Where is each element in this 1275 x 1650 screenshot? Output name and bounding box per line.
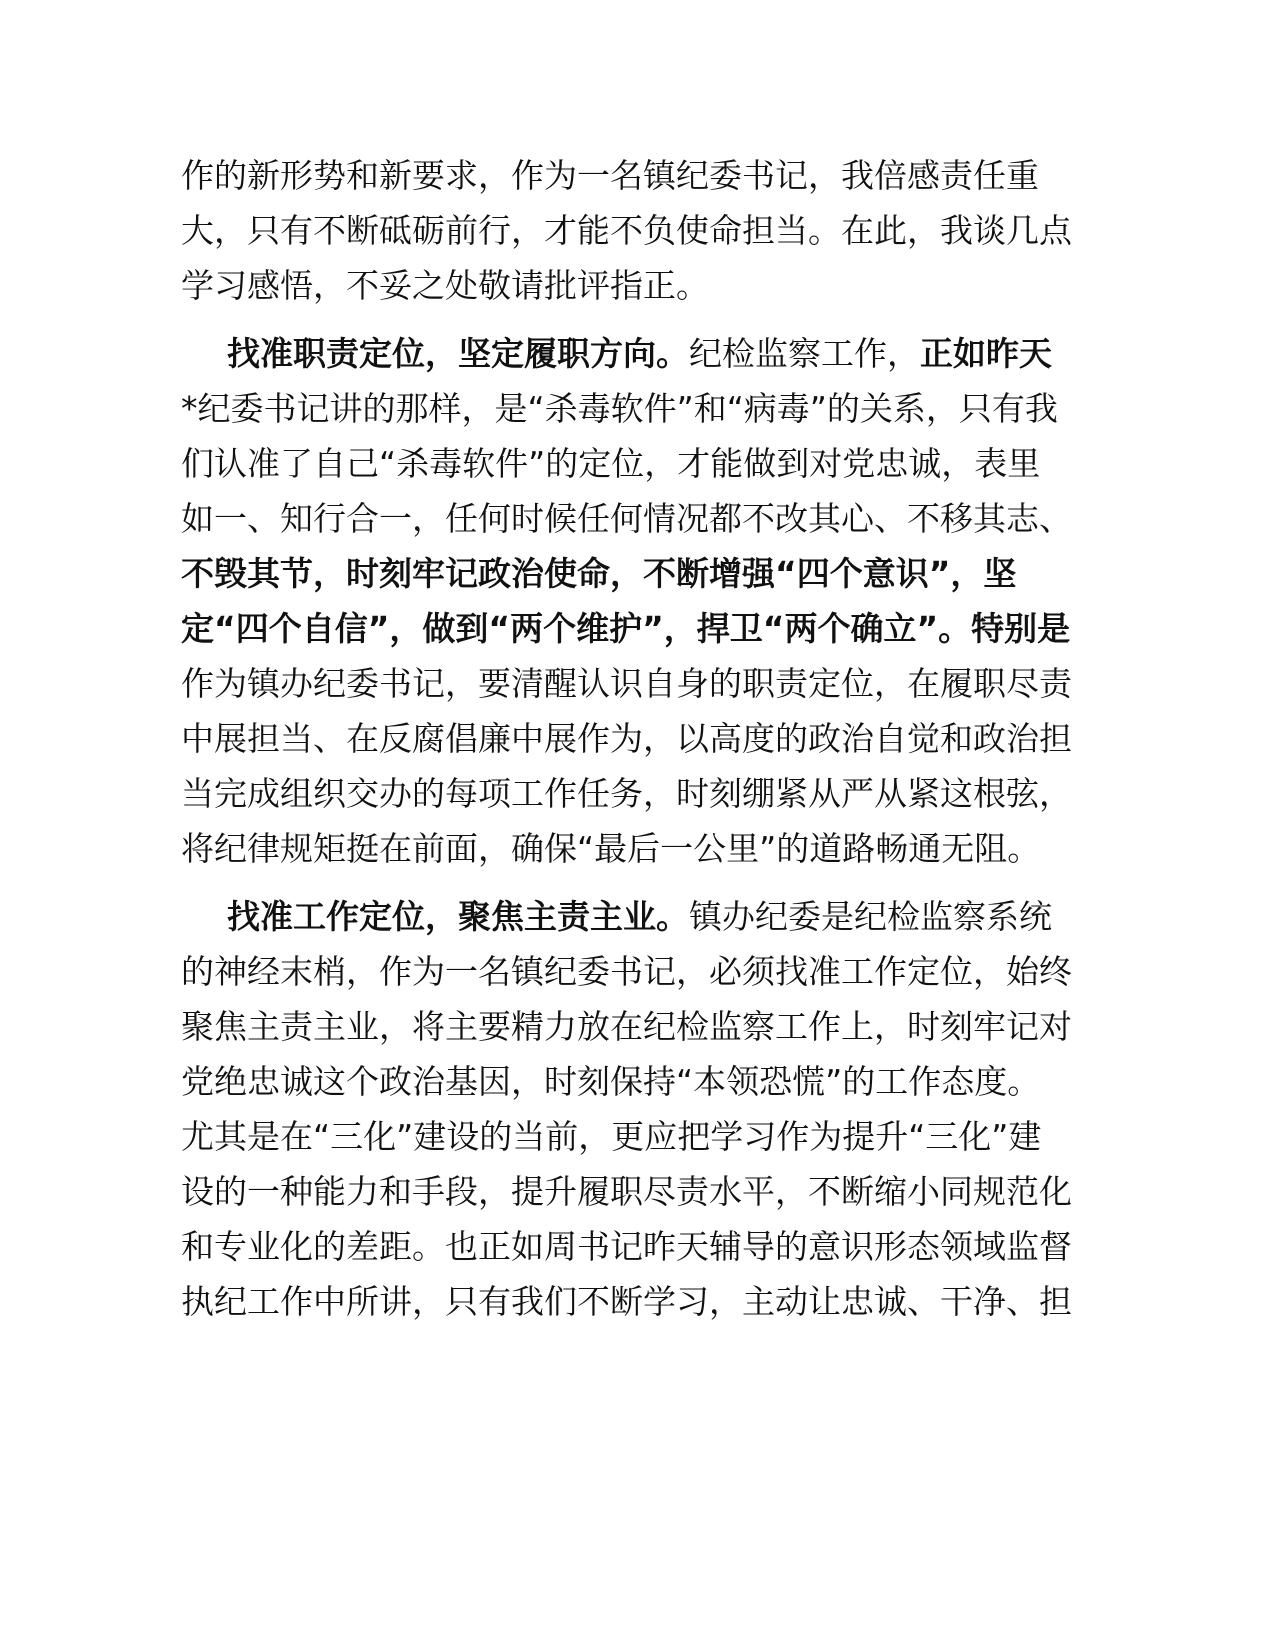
text-line	[181, 944, 1081, 1000]
text-segment: 当完成组织交办的每项工作任务，时刻绷紧从严从紧这根弦，	[181, 774, 1072, 813]
text-segment: 作的新形势和新要求，作为一名镇纪委书记，我倍感责任重	[181, 156, 1039, 195]
text-line	[181, 1164, 1081, 1220]
text-line	[181, 656, 1081, 712]
text-segment: 作为镇办纪委书记，要清醒认识自身的职责定位，在履职尽责	[181, 664, 1072, 703]
text-line	[181, 203, 1081, 259]
text-segment: 纪检监察工作，	[688, 334, 920, 373]
text-segment: 和专业化的差距。也正如周书记昨天辅导的意识形态领域监督	[181, 1227, 1072, 1266]
text-segment: 党绝忠诚这个政治基因，时刻保持“本领恐慌”的工作态度。	[181, 1062, 1041, 1101]
text-segment: 执纪工作中所讲，只有我们不断学习，主动让忠诚、干净、担	[181, 1282, 1072, 1321]
text-line	[181, 821, 1081, 877]
text-line	[181, 148, 1081, 204]
text-line	[181, 258, 1081, 314]
text-segment: 的神经末梢，作为一名镇纪委书记，必须找准工作定位，始终	[181, 952, 1072, 991]
text-segment: 设的一种能力和手段，提升履职尽责水平，不断缩小同规范化	[181, 1172, 1072, 1211]
text-segment: 镇办纪委是纪检监察系统	[688, 897, 1052, 936]
text-segment: 将纪律规矩挺在前面，确保“最后一公里”的道路畅通无阻。	[181, 829, 1041, 868]
text-segment: 如一、知行合一，任何时候任何情况都不改其心、不移其志、	[181, 499, 1072, 538]
bold-text-segment: 正如昨天	[919, 334, 1052, 373]
text-segment: 尤其是在“三化”建设的当前，更应把学习作为提升“三化”建	[181, 1117, 1042, 1156]
text-segment: *纪委书记讲的那样，是“杀毒软件”和“病毒”的关系，只有我	[181, 389, 1058, 428]
text-line	[181, 889, 1081, 945]
text-line	[181, 326, 1081, 382]
bold-text-segment: 不毁其节，时刻牢记政治使命，不断增强“四个意识”，坚	[181, 554, 1017, 593]
text-line	[181, 1274, 1081, 1330]
text-line	[181, 436, 1081, 492]
text-line	[181, 1219, 1081, 1275]
text-line	[181, 999, 1081, 1055]
text-line	[181, 711, 1081, 767]
text-line	[181, 546, 1081, 602]
bold-text-segment: 定“四个自信”，做到“两个维护”，捍卫“两个确立”。特别是	[181, 609, 1071, 648]
text-line	[181, 381, 1081, 437]
text-segment: 聚焦主责主业，将主要精力放在纪检监察工作上，时刻牢记对	[181, 1007, 1072, 1046]
text-segment: 中展担当、在反腐倡廉中展作为，以高度的政治自觉和政治担	[181, 719, 1072, 758]
bold-text-segment: 找准职责定位，坚定履职方向。	[181, 334, 689, 373]
text-line	[181, 766, 1081, 822]
text-line	[181, 1109, 1081, 1165]
text-segment: 们认准了自己“杀毒软件”的定位，才能做到对党忠诚，表里	[181, 444, 1041, 483]
bold-text-segment: 找准工作定位，聚焦主责主业。	[181, 897, 689, 936]
text-line	[181, 601, 1081, 657]
text-line	[181, 1054, 1081, 1110]
text-line	[181, 491, 1081, 547]
text-segment: 大，只有不断砥砺前行，才能不负使命担当。在此，我谈几点	[181, 211, 1072, 250]
text-segment: 学习感悟，不妥之处敬请批评指正。	[181, 266, 709, 305]
